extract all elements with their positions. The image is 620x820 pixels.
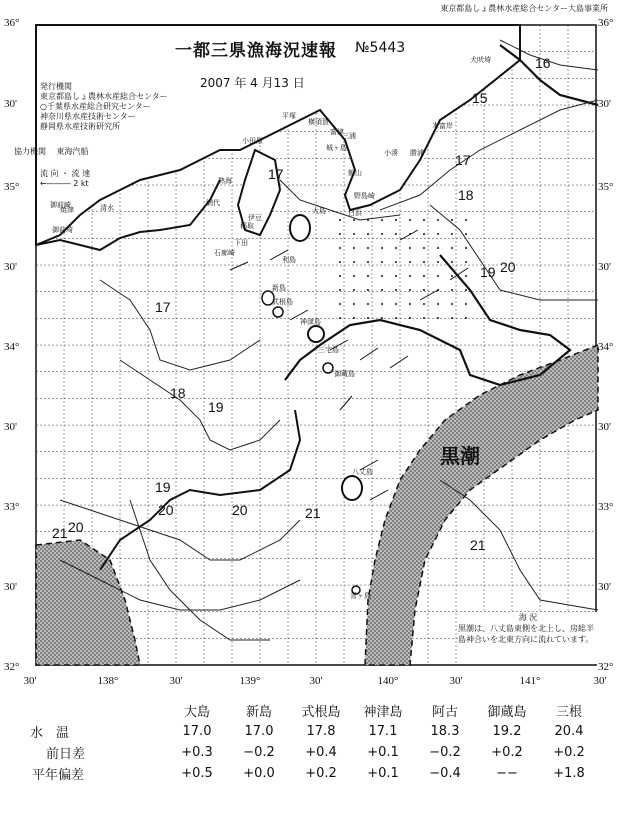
station-dot	[395, 219, 397, 221]
column-header: 御蔵島	[487, 705, 527, 720]
longitude-label: 30'	[169, 675, 183, 687]
station-dot	[437, 317, 439, 319]
place-label: 御前埼	[52, 226, 73, 234]
place-label: 石廊崎	[214, 249, 235, 257]
latitude-label: 34°	[4, 341, 20, 353]
place-label: 横須賀	[308, 118, 329, 126]
table-cell: +1.8	[553, 766, 585, 781]
station-dot	[423, 219, 425, 221]
table-cell: 20.4	[554, 724, 584, 739]
place-label: 小湊	[384, 149, 398, 157]
isotherm-label: 17	[268, 166, 284, 182]
table-cell: −0.4	[429, 766, 461, 781]
place-label: 御前崎	[50, 201, 71, 209]
water-temperature-table	[28, 700, 600, 784]
latitude-label: 30'	[4, 581, 17, 593]
column-header: 神津島	[363, 705, 403, 720]
longitude-label: 138°	[97, 675, 119, 687]
kuroshio-band-sw	[36, 540, 140, 665]
table-row	[28, 742, 600, 763]
station-dot	[451, 275, 453, 277]
station-dot	[423, 261, 425, 263]
station-dot	[353, 233, 355, 235]
column-header: 三根	[555, 705, 582, 720]
station-dot	[423, 275, 425, 277]
station-dot	[465, 247, 467, 249]
place-label: 下田	[234, 239, 248, 247]
place-label: 野島崎	[354, 192, 375, 200]
table-cell: −−	[496, 766, 518, 781]
place-label: 館山	[348, 169, 362, 177]
latitude-label: 30'	[598, 421, 611, 433]
place-label: 焼津	[60, 206, 74, 214]
place-label: 大島	[312, 207, 326, 215]
station-dot	[339, 275, 341, 277]
flow-legend	[40, 168, 130, 188]
longitude-label: 30'	[449, 675, 463, 687]
coop-block	[14, 146, 89, 157]
isotherm-label: 20	[158, 502, 174, 518]
place-label: 式根島	[272, 298, 293, 306]
station-dot	[339, 247, 341, 249]
latitude-label: 33°	[4, 501, 20, 513]
isotherm-label: 19	[480, 264, 496, 280]
column-header: 大島	[183, 705, 210, 720]
longitude-label: 30'	[309, 675, 323, 687]
report-date: 2007 年 4 月13 日	[200, 76, 305, 90]
place-label: 稲取	[240, 222, 254, 230]
station-dot	[451, 219, 453, 221]
station-dot	[409, 303, 411, 305]
station-dot	[381, 275, 383, 277]
place-label: 伊豆	[248, 214, 262, 222]
station-dot	[367, 275, 369, 277]
station-dot	[395, 275, 397, 277]
issuer-item: 東京都島しょ農林水産総合センター	[40, 92, 168, 101]
latitude-label: 33°	[598, 501, 614, 513]
station-dot	[423, 303, 425, 305]
flow-legend-speed: 2 kt	[73, 179, 89, 188]
station-dot	[451, 247, 453, 249]
place-label: 勝浦	[410, 149, 424, 157]
isotherm-label: 19	[208, 399, 224, 415]
table-cell: 17.0	[244, 724, 274, 739]
row-label: 平年偏差	[32, 768, 85, 783]
place-label: 利島	[282, 256, 296, 264]
station-dot	[353, 261, 355, 263]
latitude-label: 30'	[4, 421, 17, 433]
issuer-item: 静岡県水産技術研究所	[40, 122, 120, 131]
table-cell: +0.1	[367, 745, 399, 760]
station-dot	[395, 233, 397, 235]
station-dot	[381, 261, 383, 263]
latitude-label: 36°	[4, 17, 20, 29]
latitude-label: 35°	[4, 181, 20, 193]
isotherm-label: 20	[232, 502, 248, 518]
coop-label: 協力機関	[14, 147, 46, 156]
station-dot	[423, 247, 425, 249]
station-dot	[381, 303, 383, 305]
station-dot	[465, 261, 467, 263]
isotherm-label: 21	[52, 525, 68, 541]
header-org: 東京都島しょ農林水産総合センター大島事業所	[440, 4, 608, 13]
table-cell: 18.3	[430, 724, 460, 739]
longitude-label: 140°	[377, 675, 399, 687]
place-label: 網代	[206, 199, 220, 207]
station-dot	[465, 289, 467, 291]
station-dot	[395, 317, 397, 319]
isotherm-label: 16	[535, 55, 551, 71]
station-dot	[339, 317, 341, 319]
station-dot	[339, 219, 341, 221]
place-label: 御蔵島	[334, 370, 355, 378]
table-header-row	[28, 700, 600, 721]
station-dot	[465, 317, 467, 319]
table-row	[28, 763, 600, 784]
station-dot	[367, 247, 369, 249]
longitude-label: 30'	[23, 675, 37, 687]
issue-number: №5443	[355, 40, 406, 56]
isotherm-label: 19	[155, 479, 171, 495]
table-cell: +0.1	[367, 766, 399, 781]
issuers-block	[40, 82, 168, 132]
station-dot	[367, 261, 369, 263]
station-dot	[451, 303, 453, 305]
isotherm-label: 18	[458, 187, 474, 203]
table-cell: 17.8	[306, 724, 336, 739]
place-label: 小田原	[242, 137, 263, 145]
latitude-label: 30'	[4, 261, 17, 273]
station-dot	[437, 303, 439, 305]
station-dot	[353, 289, 355, 291]
latitude-label: 30'	[598, 261, 611, 273]
latitude-label: 32°	[598, 661, 614, 673]
station-dot	[339, 289, 341, 291]
table-cell: +0.5	[181, 766, 213, 781]
isotherm-label: 17	[455, 152, 471, 168]
place-label: 犬吠埼	[470, 56, 491, 64]
station-dot	[381, 289, 383, 291]
place-label: 本富岸	[432, 122, 453, 130]
station-dot	[437, 219, 439, 221]
note-title: 海 況	[518, 613, 538, 622]
table-cell: −0.2	[243, 745, 275, 760]
row-label: 前日差	[46, 747, 86, 762]
station-dot	[339, 261, 341, 263]
page-title: 一都三県漁海況速報	[175, 41, 337, 61]
latitude-label: 32°	[4, 661, 20, 673]
station-dot	[451, 233, 453, 235]
place-label: 青ヶ島	[350, 592, 371, 600]
station-dot	[451, 317, 453, 319]
table-row	[28, 721, 600, 742]
station-dot	[409, 275, 411, 277]
note-text: 黒潮は、八丈島東側を北上し、房総半島神合いを北東方向に流れています。	[458, 624, 594, 644]
station-dot	[423, 233, 425, 235]
latitude-label: 36°	[598, 17, 614, 29]
station-dot	[395, 261, 397, 263]
isotherm-label: 17	[155, 299, 171, 315]
latitude-label: 34°	[598, 341, 614, 353]
thick-isotherm-20	[100, 410, 300, 570]
station-dot	[437, 261, 439, 263]
flow-legend-label: 流 向 ・ 流 速	[40, 169, 91, 178]
station-dot	[381, 317, 383, 319]
station-dot	[395, 303, 397, 305]
coop-value: 東海汽船	[56, 147, 89, 156]
issuer-item: ○千葉県水産総合研究センター	[40, 102, 151, 111]
place-label: 清水	[100, 204, 114, 212]
longitude-label: 30'	[593, 675, 607, 687]
longitude-label: 139°	[239, 675, 261, 687]
sea-condition-note	[458, 612, 598, 664]
place-label: 八丈島	[352, 468, 373, 476]
row-label: 水 温	[30, 726, 70, 741]
column-header: 新島	[245, 705, 272, 720]
table-cell: −0.2	[429, 745, 461, 760]
isotherm-label: 18	[170, 385, 186, 401]
station-dot	[409, 219, 411, 221]
place-label: 新島	[272, 284, 286, 292]
issuers-label: 発行機関	[40, 82, 72, 91]
place-label: 三宅島	[318, 346, 339, 354]
station-dot	[409, 261, 411, 263]
table-cell: +0.2	[553, 745, 585, 760]
station-dot	[367, 303, 369, 305]
place-label: 城ヶ島	[326, 144, 347, 152]
table-cell: 17.1	[368, 724, 398, 739]
station-dot	[353, 303, 355, 305]
station-dot	[367, 289, 369, 291]
station-dot	[423, 289, 425, 291]
table-cell: +0.2	[305, 766, 337, 781]
place-label: 白浜	[348, 209, 362, 217]
latitude-label: 30'	[598, 581, 611, 593]
place-label: 熱海	[218, 177, 232, 185]
station-dot	[395, 289, 397, 291]
station-dot	[367, 317, 369, 319]
station-dot	[367, 233, 369, 235]
station-dot	[437, 275, 439, 277]
isotherm-label: 21	[305, 505, 321, 521]
station-dot	[339, 303, 341, 305]
station-dot	[339, 233, 341, 235]
table-cell: +0.2	[491, 745, 523, 760]
table-cell: 19.2	[492, 724, 522, 739]
station-dot	[395, 247, 397, 249]
station-dot	[353, 219, 355, 221]
station-dot	[409, 247, 411, 249]
station-dot	[409, 289, 411, 291]
station-dot	[451, 261, 453, 263]
isotherm-label: 20	[68, 519, 84, 535]
station-dot	[451, 289, 453, 291]
place-label: 神津島	[300, 318, 321, 326]
latitude-label: 30'	[4, 98, 17, 110]
arrow-left-icon: ←―――	[40, 179, 71, 188]
issuer-item: 神奈川県水産技術センター	[40, 112, 136, 121]
table-cell: +0.0	[243, 766, 275, 781]
place-label: 平塚	[282, 112, 296, 120]
station-dot	[437, 233, 439, 235]
place-label: 富津	[330, 128, 344, 136]
place-label: 三浦	[342, 132, 356, 140]
isotherm-label: 15	[472, 90, 488, 106]
latitude-label: 30'	[598, 98, 611, 110]
longitude-label: 141°	[519, 675, 541, 687]
column-header: 阿古	[431, 705, 458, 720]
table-cell: 17.0	[182, 724, 212, 739]
station-dot	[353, 317, 355, 319]
isotherm-label: 20	[500, 259, 516, 275]
latitude-label: 35°	[598, 181, 614, 193]
table-cell: +0.4	[305, 745, 337, 760]
station-dot	[465, 233, 467, 235]
isotherm-label: 21	[470, 537, 486, 553]
station-dot	[367, 219, 369, 221]
column-header: 式根島	[301, 705, 341, 720]
station-dot	[381, 219, 383, 221]
table-cell: +0.3	[181, 745, 213, 760]
station-dot	[381, 247, 383, 249]
station-dot	[465, 303, 467, 305]
station-dot	[423, 317, 425, 319]
station-dot	[353, 247, 355, 249]
kuroshio-label: 黒潮	[440, 444, 480, 468]
station-dot	[409, 317, 411, 319]
station-dot	[465, 219, 467, 221]
station-dot	[381, 233, 383, 235]
station-dot	[353, 275, 355, 277]
station-dot	[465, 275, 467, 277]
station-dot	[437, 247, 439, 249]
flow-legend-scale	[40, 179, 130, 188]
